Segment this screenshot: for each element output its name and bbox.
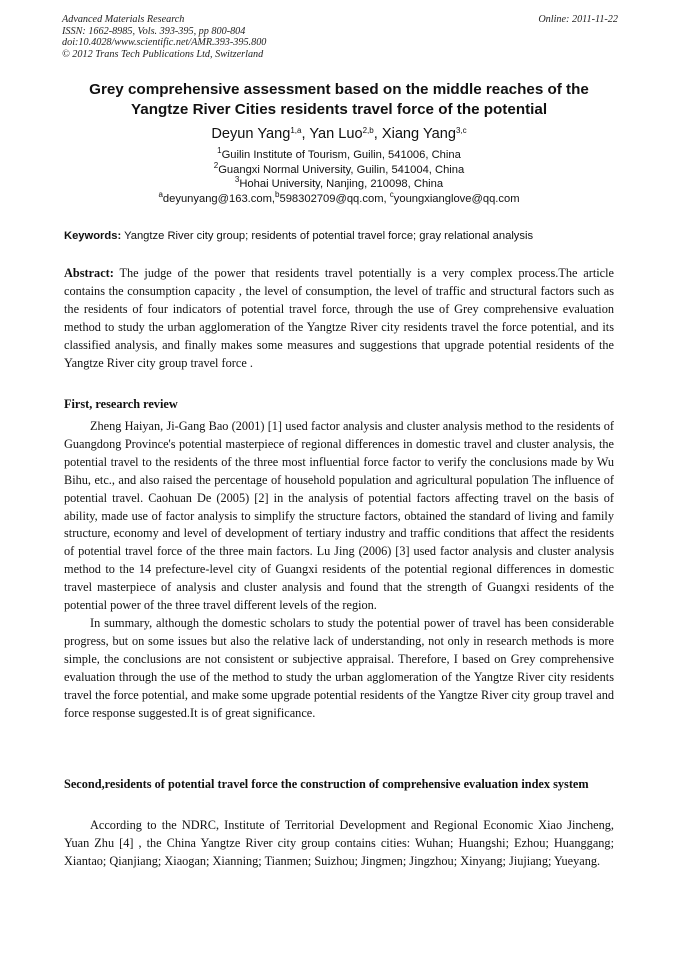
- online-date: Online: 2011-11-22: [538, 14, 618, 25]
- issn-line: ISSN: 1662-8985, Vols. 393-395, pp 800-804: [62, 25, 246, 37]
- paragraph: Zheng Haiyan, Ji-Gang Bao (2001) [1] used factor analysis and cluster analysis method to the residents of Guangdong Province's potential masterpiece of regional differences in domestic travel and cluster analysis, the potential travel to the residents of the three most influential force factor to verify the conclusions made by Wu Bihu, etc., and also raised the percentage of household population and agricultural population The influence of potential travel. Caohuan De (2005) [2] in the analysis of potential factors affecting travel on the basis of ability, made use of factor analysis to simplify the structure factors, obtained the standard of living and family structure, economy and level of development of tertiary industry and traffic conditions that affect the residents of potential travel force of the three main factors. Lu Jing (2006) [3] used factor analysis and cluster analysis method to the 14 prefecture-level city of Guangxi residents of the potential regional differences in domestic travel masterpiece of analysis and cluster analysis and found that the strength of Guangxi residents of the potential power of the three travel different levels of the region.: [64, 419, 614, 613]
- doi-line: doi:10.4028/www.scientific.net/AMR.393-395.800: [62, 37, 267, 48]
- paragraph: According to the NDRC, Institute of Territorial Development and Regional Economic Xiao Jincheng, Yuan Zhu [4] , the China Yangtze River city group contains cities: Wuhan; Huangshi; Ezhou; Huanggang; Xiantao; Qianjiang; Xiaogan; Xianning; Tianmen; Suizhou; Jingmen; Jingzhou; Xinyang; Jiujiang; Yueyang.: [64, 818, 614, 868]
- author-name: Xiang Yang: [381, 126, 456, 142]
- paragraph: In summary, although the domestic scholars to study the potential power of travel has been considerable progress, but on some issues but also the relative lack of understanding, not only in research methods is more simple, the conclusions are not consistent or subjective appraisal. Therefore, I based on Grey comprehensive evaluation through the use of the method to study the urban agglomeration of the Yangtze River city residents travel the force potential, and make some upgrade potential residents of the Yangtze River city group travel and force response suggested.It is of great significance.: [64, 615, 614, 720]
- author-name: Yan Luo: [309, 126, 363, 142]
- running-header: [62, 14, 618, 60]
- affiliations: [40, 148, 638, 206]
- keywords-text: Yangtze River city group; residents of potential travel force; gray relational analysis: [121, 230, 534, 242]
- affiliation-line: $^1$Guilin Institute of Tourism, Guilin, 541006, China: [217, 146, 461, 161]
- section-1-heading: First, research review: [64, 397, 178, 411]
- section-2-body: [64, 817, 614, 871]
- author-affiliation-mark: 2,b: [362, 126, 374, 135]
- abstract-text: The judge of the power that residents travel potentially is a very complex process.The article contains the consumption capacity , the level of consumption, the level of traffic and structural factors such as the residents of four indicators of potential travel force, through the use of Grey comprehensive evaluation method to study the urban agglomeration of the Yangtze River city residents travel the force potential, and its classified analysis, and finally makes some measures and suggestions that upgrade potential residents of the Yangtze River city group travel force .: [64, 266, 614, 370]
- abstract-label: Abstract:: [64, 266, 114, 280]
- paper-title: [50, 80, 628, 120]
- keywords-label: Keywords:: [64, 230, 122, 242]
- affiliation-line: $^3$Hohai University, Nanjing, 210098, China: [234, 175, 444, 190]
- author-affiliation-mark: 1,a: [290, 126, 302, 135]
- copyright-line: © 2012 Trans Tech Publications Ltd, Switzerland: [62, 48, 264, 60]
- section-2-heading: Second,residents of potential travel force the construction of comprehensive evaluation index system: [64, 777, 589, 791]
- affiliation-line: $^2$Guangxi Normal University, Guilin, 541004, China: [213, 160, 465, 176]
- author-affiliation-mark: 3,c: [455, 126, 467, 135]
- title-line-1: Grey comprehensive assessment based on the middle reaches of the: [89, 81, 589, 98]
- abstract: [64, 265, 614, 372]
- title-line-2: Yangtze River Cities residents travel force of the potential: [130, 101, 548, 118]
- section-1-body: [64, 418, 614, 722]
- email-line: $^a$deyunyang@163.com,$^b$598302709@qq.com, $^c$youngxianglove@qq.com: [158, 189, 520, 205]
- keywords: [64, 229, 624, 244]
- author-list: Deyun Yang$^{1,a}$, Yan Luo$^{2,b}$, Xiang Yang$^{3,c}$: [211, 126, 467, 142]
- author-name: Deyun Yang: [211, 126, 291, 142]
- journal-name: Advanced Materials Research: [62, 14, 185, 25]
